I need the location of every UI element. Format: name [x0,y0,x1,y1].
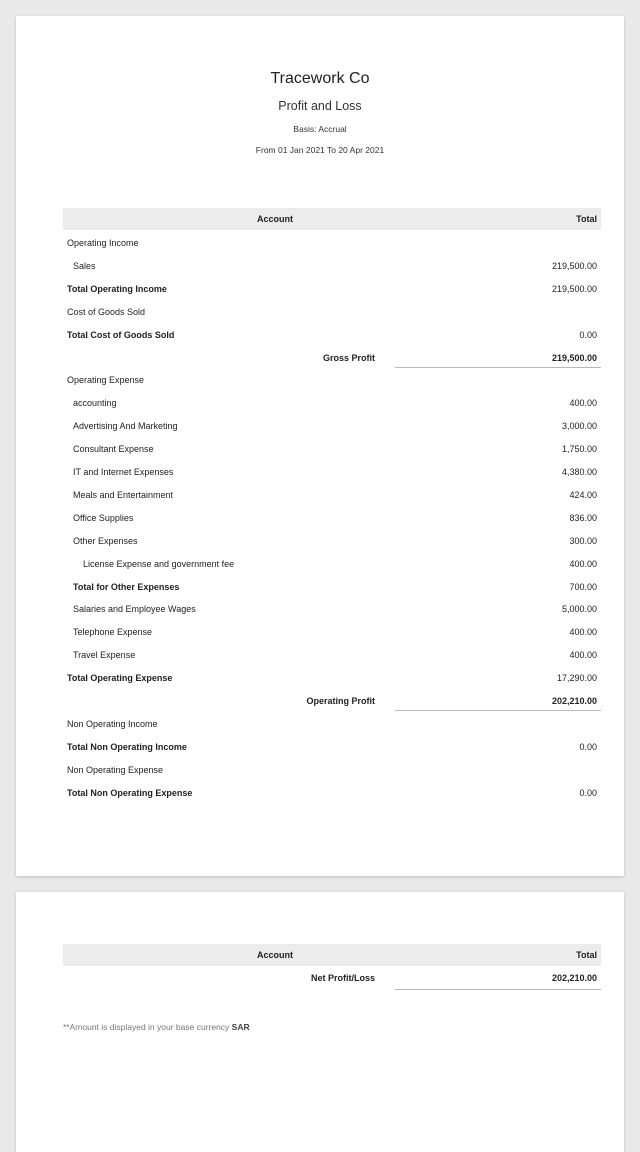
table-header-page-2 [63,944,601,966]
table-row-office-supplies [63,510,601,526]
row-label: Non Operating Expense [67,765,164,775]
table-row-total-cost-of-goods-sold [63,327,601,343]
row-label: Advertising And Marketing [73,421,178,431]
row-amount: 424.00 [569,490,597,500]
column-header-account: Account [257,214,293,224]
summary-label: Operating Profit [306,696,375,706]
table-row-travel-expense [63,647,601,663]
company-name: Tracework Co [270,70,370,87]
row-label: Total for Other Expenses [73,582,180,592]
row-label: accounting [73,398,117,408]
table-row-sales [63,258,601,274]
summary-row-operating-profit [63,693,601,709]
row-label: IT and Internet Expenses [73,467,174,477]
row-amount: 4,380.00 [561,467,597,477]
row-amount: 219,500.00 [551,261,597,271]
table-row-total-operating-income [63,281,601,297]
table-row-accounting [63,395,601,411]
table-row-advertising-and-marketing [63,418,601,434]
summary-label: Gross Profit [322,353,375,363]
row-amount: 0.00 [579,788,597,798]
row-amount: 17,290.00 [556,673,597,683]
row-label: Consultant Expense [73,444,154,454]
row-amount: 700.00 [569,582,597,592]
row-amount: 836.00 [569,513,597,523]
report-basis: Basis: Accrual [293,124,347,134]
row-label: Office Supplies [73,513,134,523]
table-row-meals-and-entertainment [63,487,601,503]
table-row-total-non-operating-expense [63,785,601,801]
footnote-text: **Amount is displayed in your base currency [63,1022,232,1032]
summary-amount: 219,500.00 [551,353,597,363]
row-amount: 400.00 [569,650,597,660]
table-row-total-non-operating-income [63,739,601,755]
summary-label: Net Profit/Loss [310,973,375,983]
table-row-operating-expense [63,372,601,388]
row-label: Total Non Operating Expense [67,788,193,798]
summary-row-net-profit-loss [63,970,601,986]
row-label: Meals and Entertainment [73,490,174,500]
row-amount: 219,500.00 [551,284,597,294]
table-row-operating-income [63,235,601,251]
report-page-1 [16,16,624,876]
row-label: Total Cost of Goods Sold [67,330,175,340]
row-label: Total Operating Income [67,284,167,294]
row-amount: 400.00 [569,398,597,408]
summary-underline [395,367,601,368]
summary-underline [395,989,601,990]
table-row-telephone-expense [63,624,601,640]
currency-footnote [63,1022,250,1032]
row-label: Salaries and Employee Wages [73,604,196,614]
table-row-consultant-expense [63,441,601,457]
report-page-2 [16,892,624,1152]
table-row-license-expense-and-government-fee [63,556,601,572]
table-row-salaries-and-employee-wages [63,601,601,617]
row-label: Other Expenses [73,536,138,546]
row-amount: 400.00 [569,559,597,569]
row-label: Total Non Operating Income [67,742,187,752]
summary-amount: 202,210.00 [551,973,597,983]
row-amount: 5,000.00 [561,604,597,614]
table-row-other-expenses [63,533,601,549]
row-label: Operating Expense [67,375,145,385]
table-row-non-operating-expense [63,762,601,778]
report-title: Profit and Loss [278,99,362,113]
summary-underline [395,710,601,711]
row-amount: 300.00 [569,536,597,546]
table-row-total-for-other-expenses [63,579,601,595]
row-label: Sales [73,261,96,271]
column-header-total: Total [576,214,597,224]
summary-amount: 202,210.00 [551,696,597,706]
row-amount: 3,000.00 [561,421,597,431]
row-label: License Expense and government fee [83,559,235,569]
row-amount: 1,750.00 [561,444,597,454]
row-amount: 0.00 [579,330,597,340]
table-row-cost-of-goods-sold [63,304,601,320]
row-amount: 400.00 [569,627,597,637]
base-currency: SAR [231,1022,250,1032]
table-header [63,208,601,230]
report-period: From 01 Jan 2021 To 20 Apr 2021 [255,145,385,155]
summary-row-gross-profit [63,350,601,366]
column-header-total: Total [576,950,597,960]
row-label: Cost of Goods Sold [67,307,146,317]
table-row-non-operating-income [63,716,601,732]
row-amount: 0.00 [579,742,597,752]
row-label: Total Operating Expense [67,673,173,683]
row-label: Operating Income [67,238,139,248]
row-label: Non Operating Income [67,719,158,729]
column-header-account: Account [257,950,293,960]
table-row-it-and-internet-expenses [63,464,601,480]
row-label: Telephone Expense [73,627,153,637]
row-label: Travel Expense [73,650,136,660]
table-row-total-operating-expense [63,670,601,686]
